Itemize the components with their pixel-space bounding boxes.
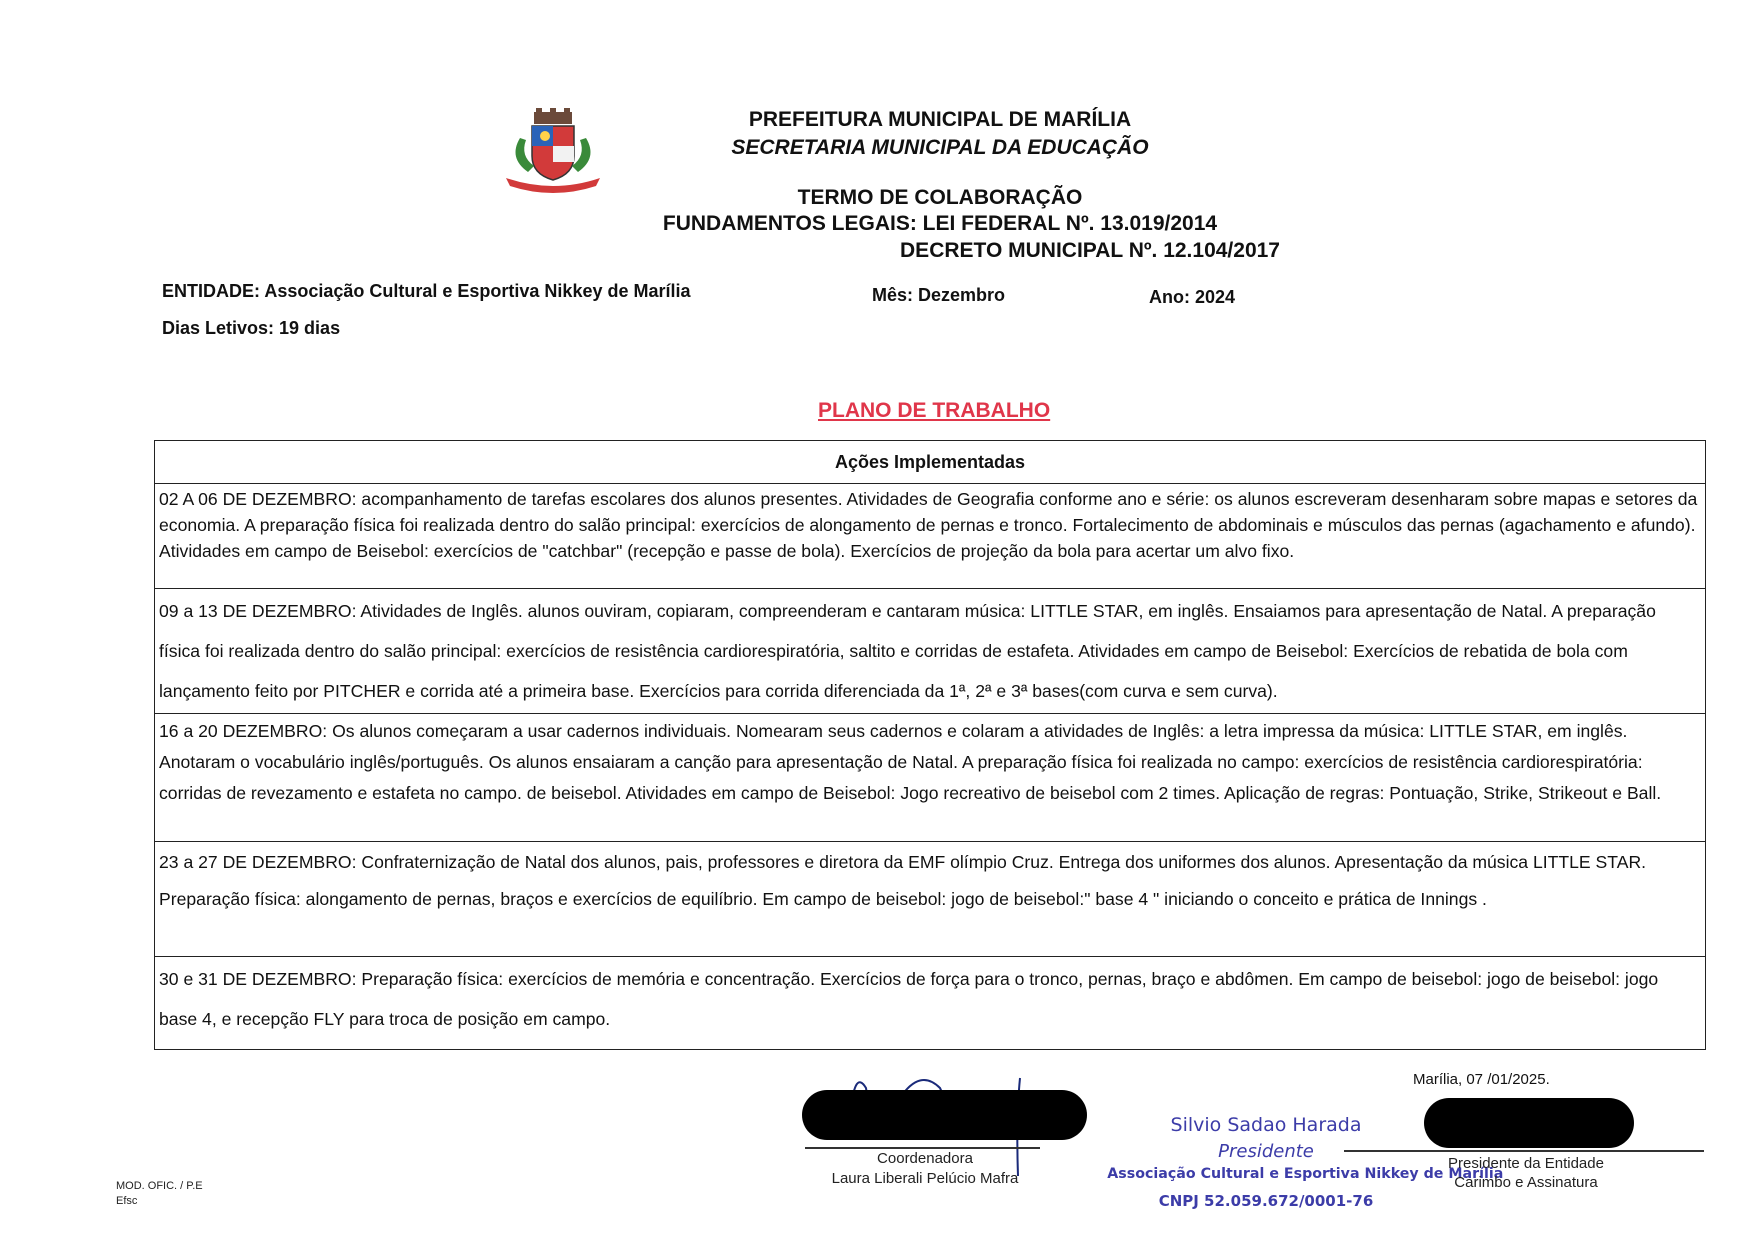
table-row: 16 a 20 DEZEMBRO: Os alunos começaram a usar cadernos individuais. Nomearam seus cadernos e colaram a atividades de Inglês: a letra impressa da música: LITTLE STAR, em inglês. Anotaram o vocabulário inglês/português. Os alunos ensaiaram a canção para apresentação de Natal. A preparação física foi realizada no campo: exercícios de resistência cardiorespiratória: corridas de revezamento e estafeta no campo. de beisebol. Atividades em campo de Beisebol: Jogo recreativo de beisebol com 2 times. Aplicação de regras: Pontuação, Strike, Strikeout e Ball. (155, 714, 1705, 842)
table-row: 30 e 31 DE DEZEMBRO: Preparação física: exercícios de memória e concentração. Exercícios de força para o tronco, pernas, braço e abdômen. Em campo de beisebol: jogo de beisebol: jogo base 4, e recepção FLY para troca de posição em campo. (159, 969, 1659, 1029)
plano-de-trabalho-title: PLANO DE TRABALHO (818, 399, 1051, 422)
entidade-label: ENTIDADE: Associação Cultural e Esportiva Nikkey de Marília (162, 281, 691, 301)
stamp-role: Presidente (1218, 1141, 1314, 1162)
coordenadora-title: Coordenadora (877, 1150, 973, 1167)
stamp-cnpj: CNPJ 52.059.672/0001-76 (1158, 1192, 1374, 1210)
stamp-organization: Associação Cultural e Esportiva Nikkey de Marília (1107, 1166, 1504, 1182)
coordenadora-signature-line (805, 1147, 1040, 1149)
stamp-name: Silvio Sadao Harada (1170, 1114, 1362, 1136)
header-line-decreto: DECRETO MUNICIPAL Nº. 12.104/2017 (900, 239, 1280, 262)
coordenadora-name: Laura Liberali Pelúcio Mafra (831, 1170, 1019, 1187)
date-text: Marília, 07 /01/2025. (1413, 1071, 1550, 1088)
mod-ofic-label: MOD. OFIC. / P.E (116, 1180, 203, 1192)
presidente-signature-line (1344, 1150, 1704, 1152)
presidente-subtitle: Carimbo e Assinatura (1454, 1174, 1598, 1191)
table-row: 09 a 13 DE DEZEMBRO: Atividades de Inglês. alunos ouviram, copiaram, compreenderam e cantaram música: LITTLE STAR, em inglês. Ensaiamos para apresentação de Natal. A preparação física foi realizada dentro do salão principal: exercícios de resistência cardiorespiratória, saltito e corridas de estafeta. Atividades em campo de Beisebol: Exercícios de rebatida de bola com lançamento feito por PITCHER e corrida até a primeira base. Exercícios para corrida diferenciada da 1ª, 2ª e 3ª bases(com curva e sem curva). (155, 589, 1705, 714)
redacted-signature-coordenadora (802, 1090, 1087, 1140)
table-row: 23 a 27 DE DEZEMBRO: Confraternização de Natal dos alunos, pais, professores e diretora da EMF olímpio Cruz. Entrega dos uniformes dos alunos. Apresentação da música LITTLE STAR. Preparação física: alongamento de pernas, braços e exercícios de equilíbrio. Em campo de beisebol: jogo de beisebol:" base 4 " iniciando o conceito e prática de Innings . (155, 842, 1705, 957)
efsc-label: Efsc (116, 1195, 138, 1207)
header-line-termo: TERMO DE COLABORAÇÃO (797, 186, 1083, 209)
table-row: 02 A 06 DE DEZEMBRO: acompanhamento de tarefas escolares dos alunos presentes. Atividades de Geografia conforme ano e série: os alunos escreveram desenharam sobre mapas e setores da economia. A preparação física foi realizada dentro do salão principal: exercícios de alongamento de pernas e tronco. Fortalecimento de abdominais e músculos das pernas (agachamento e afundo). Atividades em campo de Beisebol: exercícios de "catchbar" (recepção e passe de bola). Exercícios de projeção da bola para acertar um alvo fixo. (155, 484, 1705, 589)
coat-of-arms-logo (498, 108, 608, 194)
header-line-prefeitura: PREFEITURA MUNICIPAL DE MARÍLIA (748, 108, 1132, 131)
mes-label: Mês: Dezembro (872, 285, 1006, 305)
ano-label: Ano: 2024 (1149, 287, 1236, 307)
actions-table (154, 440, 1706, 1050)
presidente-title: Presidente da Entidade (1448, 1155, 1604, 1172)
header-line-lei-federal: FUNDAMENTOS LEGAIS: LEI FEDERAL Nº. 13.019/2014 (662, 212, 1218, 235)
header-line-secretaria: SECRETARIA MUNICIPAL DA EDUCAÇÃO (731, 136, 1149, 159)
dias-letivos-label: Dias Letivos: 19 dias (162, 318, 341, 338)
redacted-signature-presidente (1424, 1098, 1634, 1148)
table-header: Ações Implementadas (155, 441, 1705, 484)
